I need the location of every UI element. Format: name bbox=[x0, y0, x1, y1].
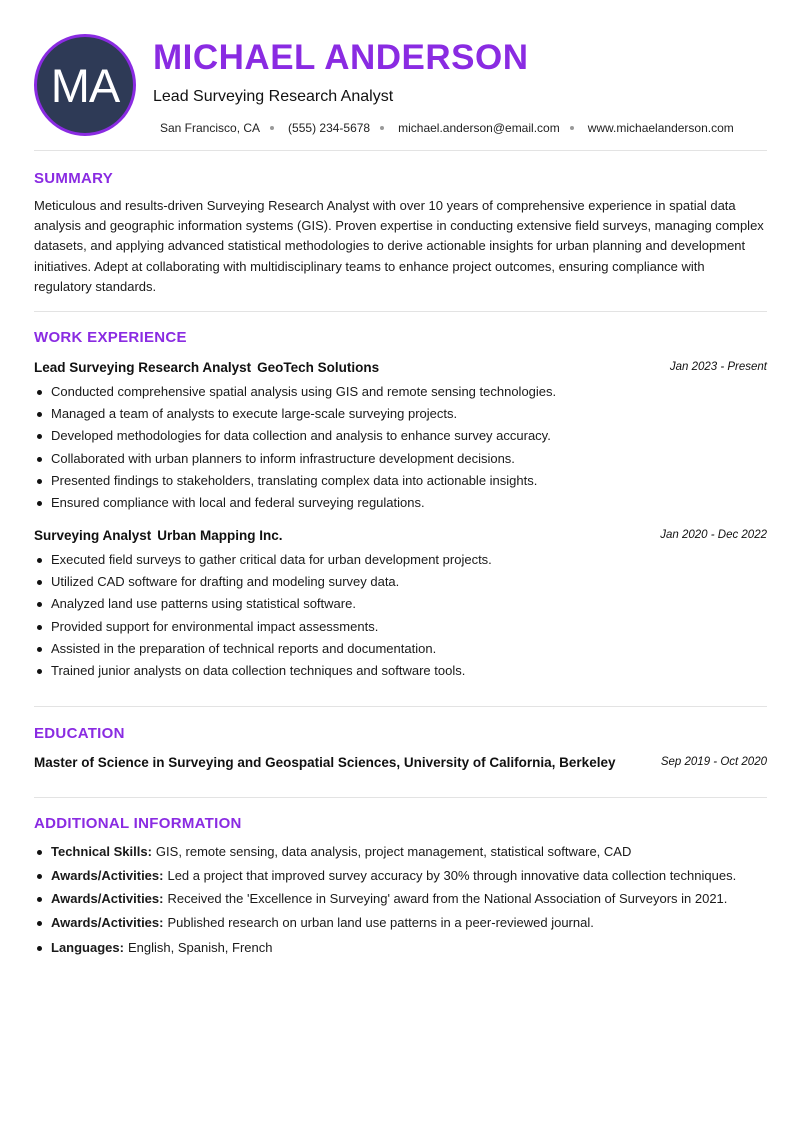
item-text: Published research on urban land use patterns in a peer-reviewed journal. bbox=[167, 914, 594, 930]
list-item: Managed a team of analysts to execute large-scale surveying projects. bbox=[34, 403, 767, 425]
job-title-line bbox=[34, 360, 379, 375]
divider bbox=[34, 150, 767, 151]
additional-list bbox=[34, 840, 767, 960]
item-text: Received the 'Excellence in Surveying' award from the National Association of Surveyors in 2021. bbox=[167, 891, 728, 906]
candidate-title: Lead Surveying Research Analyst bbox=[153, 88, 394, 105]
list-item: Assisted in the preparation of technical reports and documentation. bbox=[34, 638, 767, 660]
list-item: Collaborated with urban planners to inform infrastructure development decisions. bbox=[34, 448, 767, 470]
job-header bbox=[34, 526, 767, 544]
job-responsibilities bbox=[34, 549, 767, 682]
job-company: GeoTech Solutions bbox=[257, 359, 380, 375]
contact-bar bbox=[160, 121, 734, 135]
contact-website[interactable]: www.michaelanderson.com bbox=[587, 121, 734, 135]
item-text: Led a project that improved survey accuracy by 30% through innovative data collection techniques. bbox=[167, 867, 737, 883]
contact-email[interactable]: michael.anderson@email.com bbox=[398, 121, 560, 135]
summary-heading: SUMMARY bbox=[34, 170, 114, 187]
divider bbox=[34, 311, 767, 312]
education-dates: Sep 2019 - Oct 2020 bbox=[660, 756, 767, 768]
contact-phone: (555) 234-5678 bbox=[288, 121, 371, 135]
job-company: Urban Mapping Inc. bbox=[157, 527, 283, 543]
list-item bbox=[34, 936, 767, 960]
list-item: Developed methodologies for data collection and analysis to enhance survey accuracy. bbox=[34, 425, 767, 447]
contact-location: San Francisco, CA bbox=[160, 121, 261, 135]
job-header bbox=[34, 358, 767, 376]
job-title-line bbox=[34, 528, 283, 543]
additional-heading: ADDITIONAL INFORMATION bbox=[34, 815, 242, 832]
list-item bbox=[34, 840, 767, 864]
list-item: Conducted comprehensive spatial analysis using GIS and remote sensing technologies. bbox=[34, 381, 767, 403]
education-entry bbox=[34, 753, 767, 771]
job-title: Lead Surveying Research Analyst bbox=[34, 359, 252, 375]
separator-dot-icon bbox=[270, 126, 274, 130]
item-label: Awards/Activities: bbox=[51, 867, 164, 883]
list-item: Analyzed land use patterns using statistical software. bbox=[34, 593, 767, 615]
experience-heading: WORK EXPERIENCE bbox=[34, 329, 187, 346]
job-dates: Jan 2023 - Present bbox=[669, 361, 767, 373]
job-title: Surveying Analyst bbox=[34, 527, 152, 543]
job-responsibilities bbox=[34, 381, 767, 514]
job-dates: Jan 2020 - Dec 2022 bbox=[660, 529, 767, 541]
item-label: Languages: bbox=[51, 940, 124, 955]
separator-dot-icon bbox=[380, 126, 384, 130]
list-item: Trained junior analysts on data collection techniques and software tools. bbox=[34, 660, 767, 682]
avatar-initials: MA bbox=[50, 58, 120, 112]
divider bbox=[34, 797, 767, 798]
list-item bbox=[34, 887, 767, 911]
list-item: Presented findings to stakeholders, translating complex data into actionable insights. bbox=[34, 470, 767, 492]
divider bbox=[34, 706, 767, 707]
list-item: Executed field surveys to gather critical data for urban development projects. bbox=[34, 549, 767, 571]
candidate-name: MICHAEL ANDERSON bbox=[153, 38, 529, 77]
list-item bbox=[34, 911, 767, 935]
list-item bbox=[34, 864, 767, 888]
item-label: Technical Skills: bbox=[51, 844, 152, 859]
item-text: English, Spanish, French bbox=[127, 940, 273, 955]
item-text: GIS, remote sensing, data analysis, project management, statistical software, CAD bbox=[155, 844, 632, 859]
item-label: Awards/Activities: bbox=[51, 891, 164, 906]
education-heading: EDUCATION bbox=[34, 725, 125, 742]
summary-text: Meticulous and results-driven Surveying Research Analyst with over 10 years of comprehensive experience in spatial data analysis and geographic information systems (GIS). Proven expertise in conducting extensive field surveys, managing complex datasets, and applying advanced statistical methodologies to derive actionable insights for urban planning and development initiatives. Adept at collaborating with multidisciplinary teams to enhance project outcomes, ensuring compliance with regulatory standards. bbox=[34, 198, 764, 294]
item-label: Awards/Activities: bbox=[51, 914, 164, 930]
avatar bbox=[34, 34, 136, 136]
separator-dot-icon bbox=[570, 126, 574, 130]
education-degree: Master of Science in Surveying and Geospatial Sciences, University of California, Berkeley bbox=[34, 754, 616, 770]
list-item: Ensured compliance with local and federal surveying regulations. bbox=[34, 492, 767, 514]
list-item: Utilized CAD software for drafting and modeling survey data. bbox=[34, 571, 767, 593]
list-item: Provided support for environmental impact assessments. bbox=[34, 616, 767, 638]
